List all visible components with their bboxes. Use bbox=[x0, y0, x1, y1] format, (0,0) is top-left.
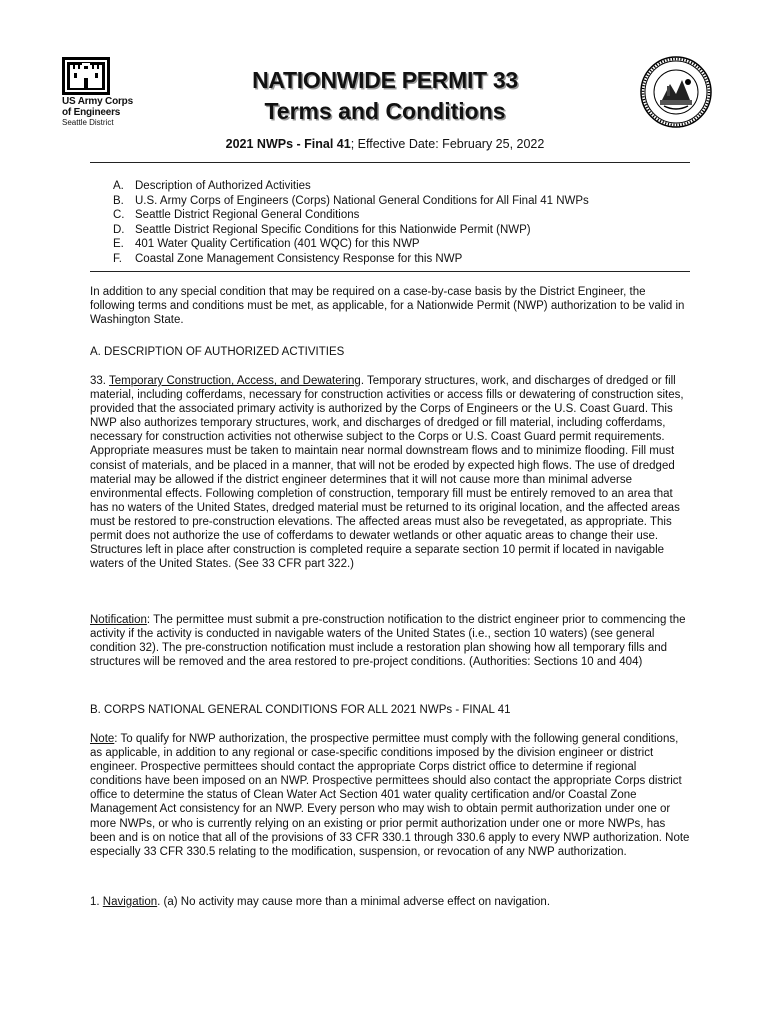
toc-letter: C. bbox=[113, 209, 125, 222]
note-text: : To qualify for NWP authorization, the prospective permittee must comply with the following general conditions, as applicable, in addition to any regional or case-specific conditions imposed by the division engineer or district engineer. Prospective permittees should contact the appropriate Corps district office to determine if regional conditions have been imposed on an NWP. Prospective permittees should also contact the appropriate Corps district office to determine the status of Clean Water Act Section 401 water quality certification and/or Coastal Zone Management Act consistency for an NWP. Every person who may wish to obtain permit authorization under one or more NWPs, or who is currently relying on an existing or prior permit authorization under one or more NWPs, has been and is on notice that all of the provisions of 33 CFR 330.1 through 330.6 apply to every NWP authorization. Note especially 33 CFR 330.5 relating to the modification, suspension, or revocation of any NWP authorization. bbox=[90, 733, 690, 858]
toc-item bbox=[113, 179, 589, 194]
toc-item bbox=[113, 194, 589, 209]
page-title: NATIONWIDE PERMIT 33 bbox=[252, 67, 518, 93]
toc-text: Seattle District Regional General Conditions bbox=[135, 209, 360, 222]
district-seal-icon bbox=[640, 56, 712, 128]
org-name-line2: of Engineers bbox=[62, 107, 121, 118]
notification-label: Notification bbox=[90, 614, 147, 626]
note-paragraph bbox=[90, 732, 690, 859]
general-condition-1 bbox=[90, 895, 690, 909]
toc-text: U.S. Army Corps of Engineers (Corps) National General Conditions for All Final 41 NWPs bbox=[135, 194, 589, 207]
nwp-title: Temporary Construction, Access, and Dewatering bbox=[108, 375, 361, 387]
condition-number: 1. bbox=[90, 896, 103, 908]
toc-text: 401 Water Quality Certification (401 WQC) for this NWP bbox=[135, 238, 420, 251]
title-block bbox=[150, 66, 620, 152]
org-name bbox=[62, 96, 152, 118]
castle-icon bbox=[62, 57, 110, 95]
effective-date-line bbox=[150, 136, 620, 152]
section-b-heading: B. CORPS NATIONAL GENERAL CONDITIONS FOR ALL 2021 NWPs - FINAL 41 bbox=[90, 704, 511, 716]
toc-letter: A. bbox=[113, 180, 124, 192]
toc-item bbox=[113, 223, 589, 238]
toc-letter: D. bbox=[113, 223, 125, 236]
section-a-heading: A. DESCRIPTION OF AUTHORIZED ACTIVITIES bbox=[90, 346, 345, 358]
page-subtitle: Terms and Conditions bbox=[264, 98, 506, 124]
intro-paragraph bbox=[90, 285, 690, 327]
nwp-version: 2021 NWPs - Final 41 bbox=[225, 137, 351, 151]
notification-paragraph bbox=[90, 613, 690, 669]
nwp-description-text: . Temporary structures, work, and discharges of dredged or fill material, including cofferdams, necessary for construction activities or access fills or dewatering of construction sites, provided that the associated primary activity is authorized by the Corps of Engineers or the U.S. Coast Guard. This NWP also authorizes temporary structures, work, and discharges of dredged or fill material, including cofferdams, necessary for construction activities not otherwise subject to the Corps or U.S. Coast Guard permit requirements. Appropriate measures must be taken to maintain near normal downstream flows and to minimize flooding. Fill must consist of materials, and be placed in a manner, that will not be eroded by expected high flows. The use of dredged material may be allowed if the district engineer determines that it will not cause more than minimal adverse environmental effects. Following completion of construction, temporary fill must be entirely removed to an area that has no waters of the United States, dredged material must be returned to its original location, and the affected areas must be restored to pre-construction elevations. The affected areas must also be revegetated, as appropriate. This permit does not authorize the use of cofferdams to dewater wetlands or other aquatic areas to change their use. Structures left in place after construction is completed require a separate section 10 permit if located in navigable waters of the United States. (See 33 CFR part 322.) bbox=[90, 375, 684, 571]
effective-date: ; Effective Date: February 25, 2022 bbox=[350, 137, 545, 151]
toc-text: Coastal Zone Management Consistency Response for this NWP bbox=[135, 252, 463, 265]
org-district: Seattle District bbox=[62, 118, 114, 127]
toc-letter: F. bbox=[113, 252, 122, 265]
condition-title: Navigation bbox=[102, 896, 158, 908]
usace-logo bbox=[62, 57, 142, 129]
nwp33-description bbox=[90, 374, 690, 571]
org-name-line1: US Army Corps bbox=[62, 96, 133, 107]
intro-text: In addition to any special condition that may be required on a case-by-case basis by the District Engineer, the following terms and conditions must be met, as applicable, for a Nationwide Permit (NWP) authorization to be valid in Washington State. bbox=[90, 286, 685, 327]
toc-item bbox=[113, 252, 589, 267]
toc-item bbox=[113, 208, 589, 223]
note-label: Note bbox=[90, 733, 115, 745]
toc-text: Seattle District Regional Specific Conditions for this Nationwide Permit (NWP) bbox=[135, 223, 531, 236]
toc-divider bbox=[90, 271, 690, 272]
condition-text: . (a) No activity may cause more than a minimal adverse effect on navigation. bbox=[157, 896, 551, 908]
table-of-contents bbox=[113, 179, 589, 267]
toc-letter: E. bbox=[113, 238, 124, 251]
nwp-number: 33. bbox=[90, 375, 109, 387]
header-divider bbox=[90, 162, 690, 163]
notification-text: : The permittee must submit a pre-construction notification to the district engineer prior to commencing the activity if the activity is conducted in navigable waters of the United States (i.e., section 10 waters) (see general condition 32). The pre-construction notification must include a restoration plan showing how all temporary fills and structures will be removed and the area restored to pre-project conditions. (Authorities: Sections 10 and 404) bbox=[90, 614, 686, 669]
toc-letter: B. bbox=[113, 194, 124, 207]
toc-text: Description of Authorized Activities bbox=[135, 180, 311, 192]
toc-item bbox=[113, 237, 589, 252]
